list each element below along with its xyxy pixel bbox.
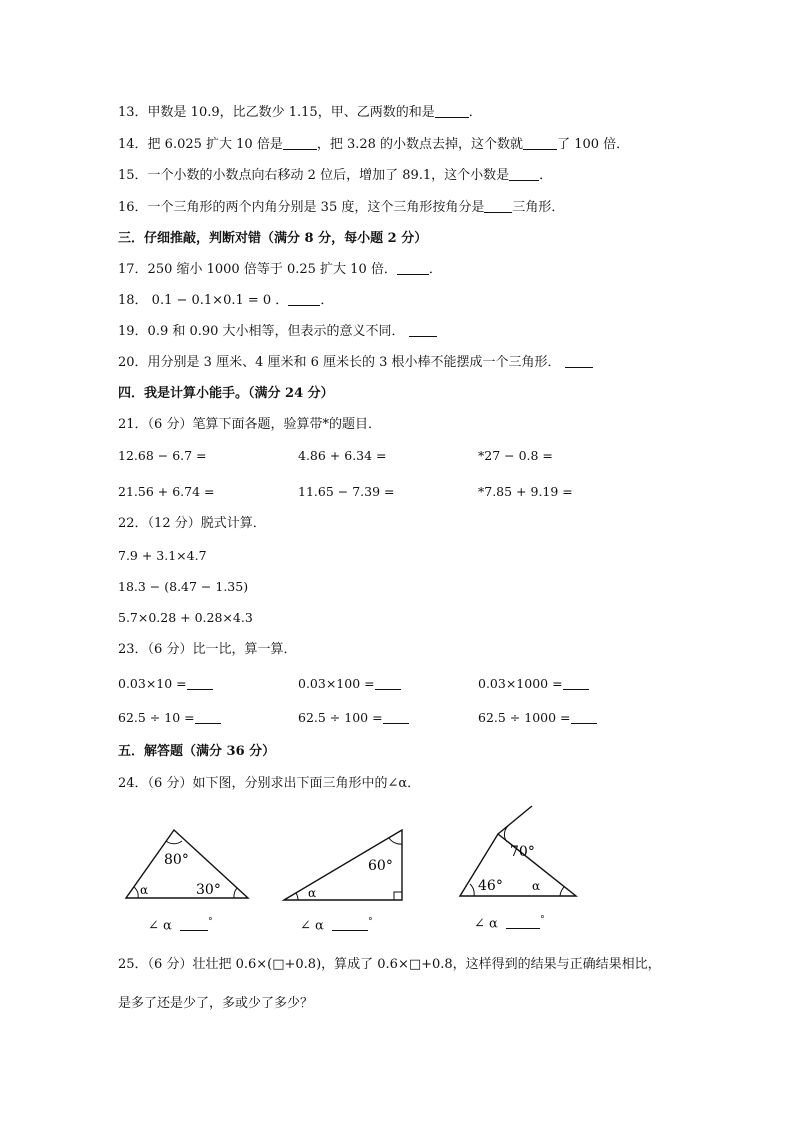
- answer-blank[interactable]: [571, 711, 597, 724]
- question-14: 14．把 6.025 扩大 10 倍是 ，把 3.28 的小数点去掉，这个数就 了 100 倍．: [118, 137, 630, 152]
- alpha-label: α: [308, 886, 317, 900]
- answer-blank[interactable]: [375, 677, 401, 690]
- angle-label-exterior: 70°: [510, 844, 535, 860]
- answer-blank[interactable]: [565, 355, 593, 368]
- alpha-label: α: [140, 883, 149, 897]
- calc-item: *27 − 0.8 =: [478, 448, 553, 463]
- triangle-3-figure: [456, 804, 582, 904]
- compare-item: 0.03×1000 =: [478, 676, 589, 692]
- answer-blank[interactable]: [563, 677, 589, 690]
- answer-blank[interactable]: [397, 262, 429, 275]
- angle-arc: [234, 888, 237, 898]
- compare-item: 0.03×100 =: [298, 676, 401, 692]
- answer-blank[interactable]: [484, 200, 512, 213]
- angle-label-top: 80°: [164, 852, 189, 868]
- answer-blank[interactable]: [288, 293, 320, 306]
- angle-arc: [296, 893, 298, 900]
- question-21-text: 21．（6 分）笔算下面各题，验算带*的题目．: [118, 417, 381, 432]
- question-13: 13．甲数是 10.9，比乙数少 1.15，甲、乙两数的和是 ．: [118, 105, 482, 120]
- section-4-title: 四．我是计算小能手。（满分 24 分）: [118, 386, 334, 401]
- question-25-line-1: 25．（6 分）壮壮把 0.6×(□+0.8)，算成了 0.6×□+0.8，这样得到的结果与正确结果相比，: [118, 957, 661, 972]
- question-18: 18． 0.1 − 0.1×0.1 = 0 ． ．: [118, 293, 334, 308]
- calc-item: *7.85 + 9.19 =: [478, 484, 573, 499]
- angle-arc: [389, 838, 402, 844]
- answer-blank[interactable]: [195, 711, 221, 724]
- question-23-text: 23．（6 分）比一比，算一算．: [118, 642, 297, 657]
- angle-label-left: 46°: [478, 878, 503, 894]
- compare-item: 62.5 ÷ 100 =: [298, 710, 409, 726]
- triangle-3-answer: ∠ α °: [474, 915, 545, 932]
- answer-blank[interactable]: [383, 711, 409, 724]
- question-25-line-2: 是多了还是少了，多或少了多少？: [118, 996, 314, 1011]
- section-3-title: 三．仔细推敲，判断对错（满分 8 分，每小题 2 分）: [118, 231, 428, 246]
- triangle-2-figure: [280, 822, 410, 906]
- calc-item: 4.86 + 6.34 =: [298, 448, 387, 463]
- angle-arc: [560, 887, 564, 896]
- extended-side: [498, 806, 532, 834]
- alpha-label: α: [532, 879, 541, 893]
- triangle-2-answer: ∠ α °: [300, 917, 373, 934]
- answer-blank[interactable]: [187, 677, 213, 690]
- answer-blank[interactable]: [506, 916, 540, 929]
- question-24-text: 24．（6 分）如下图，分别求出下面三角形中的∠α．: [118, 776, 421, 791]
- question-16: 16．一个三角形的两个内角分别是 35 度，这个三角形按角分是 三角形．: [118, 200, 565, 215]
- triangle-1-answer: ∠ α °: [148, 917, 213, 934]
- calc-item: 5.7×0.28 + 0.28×4.3: [118, 610, 253, 625]
- angle-arc: [134, 887, 138, 898]
- calc-item: 21.56 + 6.74 =: [118, 484, 215, 499]
- question-22-text: 22．（12 分）脱式计算．: [118, 516, 266, 531]
- calc-item: 11.65 − 7.39 =: [298, 484, 395, 499]
- answer-blank[interactable]: [523, 137, 557, 150]
- question-20: 20．用分别是 3 厘米、4 厘米和 6 厘米长的 3 根小棒不能摆成一个三角形．: [118, 355, 593, 371]
- question-19: 19．0.9 和 0.90 大小相等，但表示的意义不同．: [118, 324, 437, 340]
- angle-label-top: 60°: [368, 858, 393, 874]
- answer-blank[interactable]: [180, 918, 208, 931]
- answer-blank[interactable]: [409, 324, 437, 337]
- answer-blank[interactable]: [332, 918, 368, 931]
- angle-arc: [470, 884, 474, 896]
- calc-item: 12.68 − 6.7 =: [118, 448, 207, 463]
- answer-blank[interactable]: [283, 137, 317, 150]
- right-angle-marker: [394, 892, 402, 900]
- answer-blank[interactable]: [435, 105, 469, 118]
- angle-arc: [166, 841, 182, 844]
- question-15: 15．一个小数的小数点向右移动 2 位后，增加了 89.1，这个小数是 ．: [118, 168, 553, 183]
- angle-label-right: 30°: [196, 882, 221, 898]
- compare-item: 62.5 ÷ 10 =: [118, 710, 221, 726]
- compare-item: 0.03×10 =: [118, 676, 213, 692]
- calc-item: 18.3 − (8.47 − 1.35): [118, 579, 249, 594]
- triangle-1-figure: [118, 822, 258, 906]
- compare-item: 62.5 ÷ 1000 =: [478, 710, 597, 726]
- calc-item: 7.9 + 3.1×4.7: [118, 548, 207, 563]
- section-5-title: 五．解答题（满分 36 分）: [118, 744, 276, 759]
- question-17: 17．250 缩小 1000 倍等于 0.25 扩大 10 倍． ．: [118, 262, 442, 277]
- answer-blank[interactable]: [509, 168, 539, 181]
